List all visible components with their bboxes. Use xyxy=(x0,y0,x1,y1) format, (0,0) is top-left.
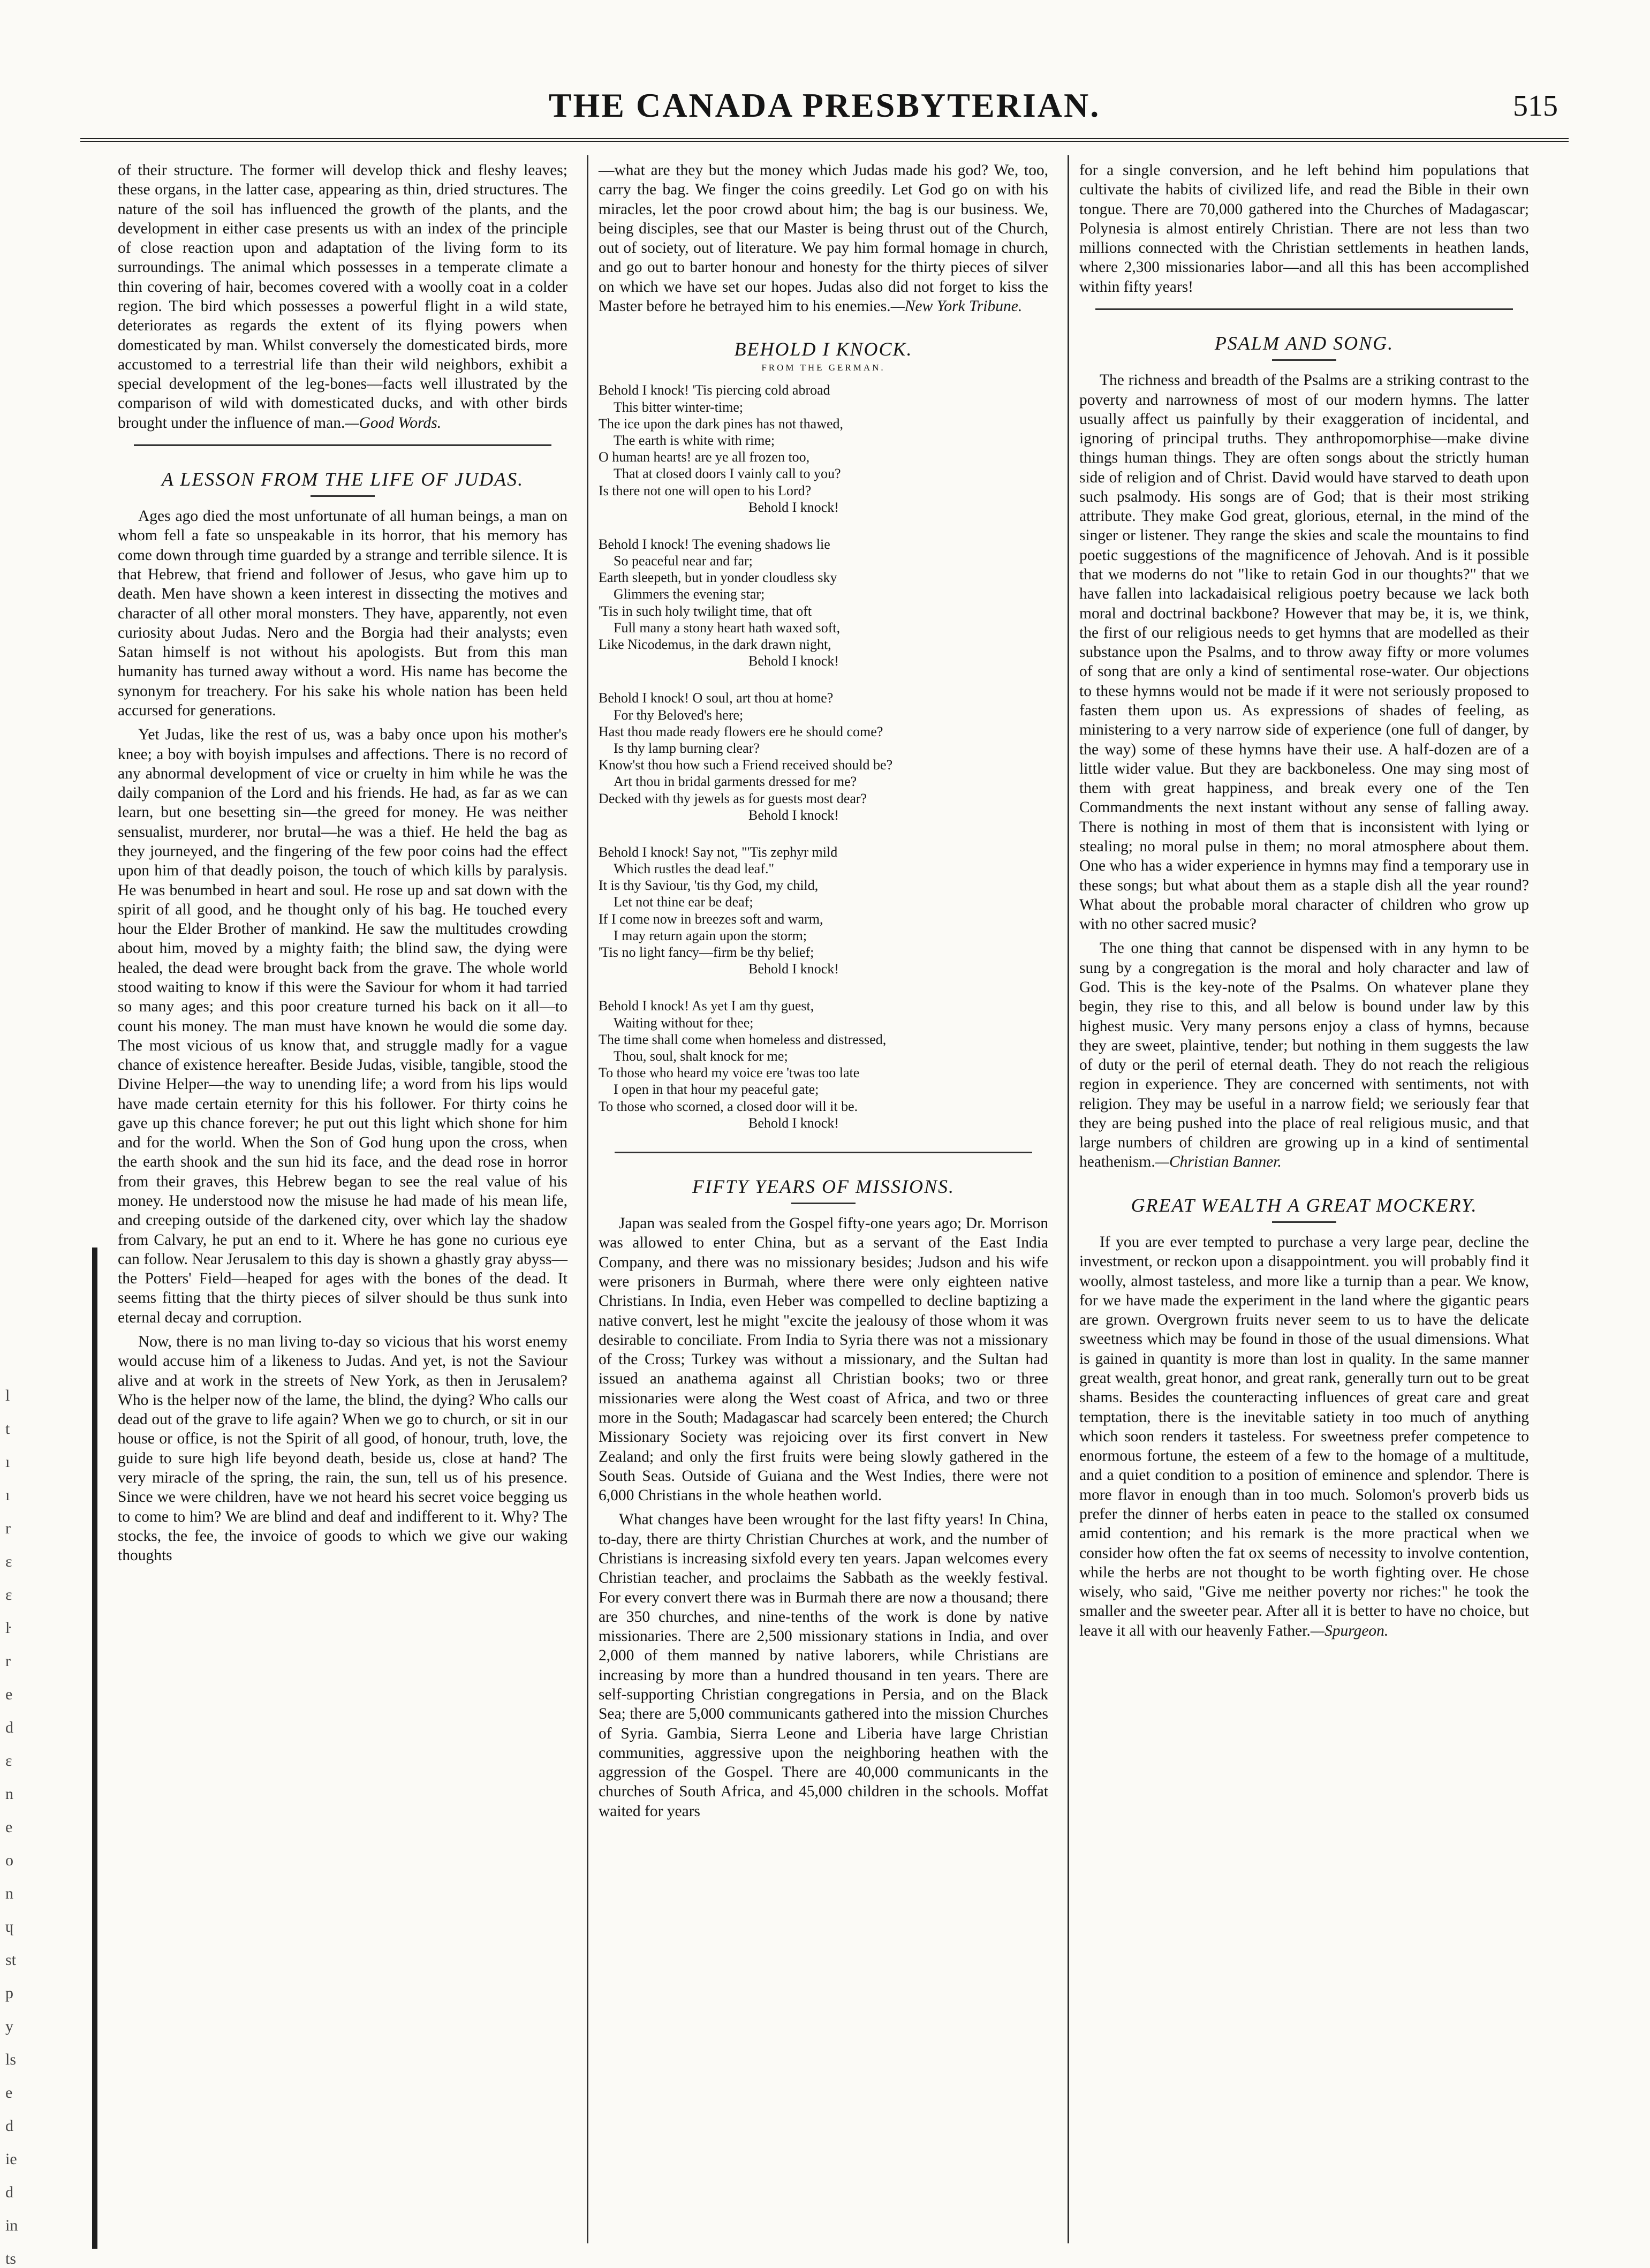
article-paragraph: Yet Judas, like the rest of us, was a baby once upon his mother's knee; a boy with boyish impulses and affections. There is no record of any abnormal development of vice or cruelty in him while he was the daily companion of the Lord and his friends. He had, as far as we can learn, but one besetting sin—the greed for money. He was neither sensualist, murderer, nor brutal—he was a thief. He held the bag as they journeyed, and the fingering of the few poor coins had the effect upon him of that deadly poison, the touch of which kills by paralysis. He was benumbed in heart and soul. He rose up and sat down with the spirit of all good, and he thought only of his bag. He touched every hour the Elder Brother of mankind. He saw the multitudes crowding about him, moved by a mighty faith; the blind saw, the dying were healed, the dead were brought back from the grave. The whole world stood waiting to know if this were the Saviour for whom it had tarried so many ages; and this poor creature turned his back on it all—to count his money. The man must have known he would die some day. The most vicious of us know that, and struggle madly for a vague chance of existence hereafter. Beside Judas, visible, tangible, stood the Divine Helper—the way to unending life; a word from his lips would have made certain eternity for this his follower. For thirty coins he gave up this chance forever; he put out this light which shone for him and for the world. When the Son of God hung upon the cross, when the earth shook and the sun hid its face, and the dead rose in horror from their graves, this Hebrew began to see the real value of his money. He understood now the misuse he had made of his mean life, and creeping outside of the darkened city, over which lay the shadow from Calvary, he put an end to it. Where he has gone no curious eye can follow. Near Jerusalem to this day is shown a ghastly gray abyss—the Potters' Field—heaped for ages with the bones of the dead. It seems fitting that the thirty pieces of silver should be thus sunk into eternal decay and corruption. xyxy=(118,726,567,1326)
poem-line: Let not thine ear be deaf; xyxy=(614,894,753,910)
poem-line: This bitter winter-time; xyxy=(614,399,744,415)
poem-line: So peaceful near and far; xyxy=(614,553,753,569)
page-header xyxy=(80,80,1569,142)
article-continuation: of their structure. The former will develop thick and fleshy leaves; these organs, in the latter case, appearing as thin, dried structures. The nature of the soil has influenced the growth of the plants, and the development in either case presents us with an index of the principle of close reaction upon and adaptation of the living form to its surroundings. The animal which possesses in a temperate climate a thin covering of hair, becomes covered with a woolly coat in a colder region. The bird which possesses a powerful flight in a wild state, deteriorates as regards the extent of its flying powers when domesticated by man. Whilst conversely the domesticated birds, more accustomed to a terrestrial life than their wild neighbors, exhibit a special development of the leg-bones—facts well illustrated by the comparison of wild with domesticated ducks, and with other birds brought under the influence of man.—Good Words. xyxy=(118,162,567,432)
poem-line: Behold I knock! xyxy=(748,499,839,515)
poem-line: Thou, soul, shalt knock for me; xyxy=(614,1048,788,1064)
margin-fragment: ŀ xyxy=(5,1619,11,1637)
poem-heading: BEHOLD I KNOCK. xyxy=(734,338,913,360)
poem-line: Is thy lamp burning clear? xyxy=(614,740,760,756)
source-credit: —New York Tribune. xyxy=(890,297,1023,315)
article-heading: GREAT WEALTH A GREAT MOCKERY. xyxy=(1131,1194,1478,1216)
poem-stanza xyxy=(599,997,1048,1131)
margin-fragment: ɛ xyxy=(5,1553,12,1570)
margin-fragment: e xyxy=(5,1685,13,1703)
heading-rule xyxy=(791,1203,856,1204)
poem-stanza xyxy=(599,382,1048,516)
source-credit: —Spurgeon. xyxy=(1310,1622,1389,1639)
poem-line: The ice upon the dark pines has not thawed, xyxy=(599,415,844,432)
poem-line: For thy Beloved's here; xyxy=(614,707,744,723)
poem-line: Know'st thou how such a Friend received should be? xyxy=(599,757,893,773)
margin-fragment: p xyxy=(5,1984,13,2002)
poem-stanza xyxy=(599,690,1048,823)
poem-line: Like Nicodemus, in the dark drawn night, xyxy=(599,637,831,653)
margin-fragment: l xyxy=(5,1387,10,1404)
poem-line: Waiting without for thee; xyxy=(614,1015,754,1031)
poem-line: Decked with thy jewels as for guests most dear? xyxy=(599,790,867,806)
margin-fragment: o xyxy=(5,1851,13,1869)
poem-line: I open in that hour my peaceful gate; xyxy=(614,1082,819,1098)
margin-fragment: n xyxy=(5,1885,13,1902)
poem-line: I may return again upon the storm; xyxy=(614,927,807,943)
margin-fragment: st xyxy=(5,1951,17,1969)
article-paragraph: Now, there is no man living to-day so vicious that his worst enemy would accuse him of a likeness to Judas. And yet, is not the Saviour alive and at work in the streets of New York, as then in Jerusalem? Who is the helper now of the lame, the blind, the dying? Who calls our dead out of the grave to life again? When we go to church, or sit in our house or office, is not the Spirit of all good, of honour, truth, love, the guide to sure high life beyond death, beside us, close at hand? The very miracle of the spring, the rain, the sun, tell us of his presence. Since we were children, have we not heard his secret voice begging us to come to him? We are blind and deaf and indifferent to it. Why? The stocks, the fee, the invoice of goods to which we give our waking thoughts xyxy=(118,1333,567,1564)
article-paragraph: What changes have been wrought for the last fifty years! In China, to-day, there are thirty Christian Churches at work, and the number of Christians is increasing sixfold every ten years. Japan welcomes every Christian teacher, and proclaims the Sabbath as the weekly festival. For every convert there was in Burmah there are now a thousand; there are 350 churches, and nine-tenths of the work is done by native missionaries. There are 2,500 missionary stations in India, and over 2,000 of them manned by native laborers, while Christians are increasing by more than a hundred thousand in ten years. There are self-supporting Christian congregations in Persia, and on the Black Sea; there are 5,000 communicants gathered into the mission Churches of Syria. Gambia, Sierra Leone and Liberia have large Christian communities, aggressive upon the neighboring heathen with the aggression of the Gospel. There are 40,000 communicants in the churches of South Africa, and 45,000 children in the schools. Moffat waited for years xyxy=(599,1511,1048,1820)
poem-stanza xyxy=(599,536,1048,670)
margin-fragment: d xyxy=(5,2117,13,2135)
margin-fragment: d xyxy=(5,1719,13,1736)
poem-line: Glimmers the evening star; xyxy=(614,586,765,602)
article-heading: FIFTY YEARS OF MISSIONS. xyxy=(692,1175,955,1197)
poem-line: It is thy Saviour, 'tis thy God, my child, xyxy=(599,878,819,894)
margin-fragment: e xyxy=(5,1818,13,1836)
margin-fragment: r xyxy=(5,1519,11,1537)
margin-fragment: n xyxy=(5,1785,13,1803)
margin-fragment: in xyxy=(5,2217,18,2234)
poem-line: Art thou in bridal garments dressed for me? xyxy=(614,774,857,790)
column-rule xyxy=(587,155,588,2243)
column-3 xyxy=(1079,161,1529,1645)
poem-line: 'Tis in such holy twilight time, that oft xyxy=(599,603,812,619)
article-heading: A LESSON FROM THE LIFE OF JUDAS. xyxy=(161,468,524,490)
article-paragraph: If you are ever tempted to purchase a very large pear, decline the investment, or reckon upon a disappointment. you will probably find it woolly, almost tasteless, and more like a turnip than a pear. We know, for we have made the experiment in the land where the gigantic pears are grown. Overgrown fruits never seem to us to have the delicate sweetness which may be found in those of the usual dimensions. What is gained in quantity is more than lost in quality. In the same manner great wealth, great honor, and great rank, generally turn out to be great shams. Besides the counteracting influences of great care and great temptation, there is the inevitable satiety in too much of anything which soon renders it tasteless. For sweetness prefer competence to enormous fortune, the esteem of a few to the homage of a multitude, and a quiet condition to a position of eminence and splendor. There is more flavor in enough than in too much. Solomon's proverb bids us prefer the dinner of herbs eaten in peace to the stalled ox consumed amid contention; and his remark is the more practical when we consider how often the fat ox seems of necessity to involve contention, while the herbs are not thought to be worth fighting over. He chose wisely, who said, "Give me neither poverty nor riches:" he took the smaller and the sweeter pear. After all it is better to have no choice, but leave it all with our heavenly Father.—Spurgeon. xyxy=(1079,1234,1529,1639)
poem-line: The time shall come when homeless and distressed, xyxy=(599,1031,887,1047)
poem-line: Hast thou made ready flowers ere he should come? xyxy=(599,723,883,739)
margin-fragment: ɥ xyxy=(5,1918,13,1936)
poem-line: That at closed doors I vainly call to you? xyxy=(614,466,841,482)
section-divider xyxy=(1095,308,1513,310)
poem xyxy=(599,382,1048,1131)
poem-line: Behold I knock! xyxy=(748,653,839,669)
section-divider xyxy=(134,444,551,446)
poem-line: Behold I knock! The evening shadows lie xyxy=(599,536,830,552)
margin-fragment: t xyxy=(5,1420,10,1438)
poem-line: Earth sleepeth, but in yonder cloudless sky xyxy=(599,570,837,586)
poem-line: Behold I knock! Say not, "'Tis zephyr mild xyxy=(599,844,838,860)
margin-fragment: d xyxy=(5,2183,13,2201)
page-number: 515 xyxy=(1513,89,1558,123)
article-paragraph: The richness and breadth of the Psalms are a striking contrast to the poverty and narrowness of most of our modern hymns. The latter usually affect us painfully by their exaggeration of incidental, and ignoring of principal truths. They anthropomorphise—make divine things human things. They are often songs about the strictly human side of religion and of Christ. David would have starved to death upon such psalmody. His songs are of God; that is their most striking attribute. They make God great, glorious, eternal, in the mind of the singer or listener. They range the skies and scale the mountains to find poetic suggestions of the magnificence of Jehovah. And is it possible that we moderns do not "like to retain God in our thoughts?" that we have fallen into lackadaisical religious poetry because we lack both moral and doctrinal backbone? However that may be, it is, we think, the first of our religious needs to get hymns that are modelled as their substance upon the Psalms, and to throw away fifty or more volumes of song that are only a kind of sentimental rose-water. Our objections to these hymns would not be made if it were not seriously proposed to fasten them upon us. As expressions of shades of feeling, as ministering to a very narrow side of experience (one full of danger, by the way) some of these hymns have their use. A half-dozen are of a little wider value. But they are backboneless. One may sing most of them with great happiness, and break every one of the Ten Commandments the next instant without any sense of falling away. There is nothing in most of them that is inconsistent with lying or stealing; no moral pulse in them; no moral atmosphere about them. One who has a wider experience in hymns may find a temporary use in these songs; but what about them as a staple dish all the year round? What about the probable moral character of children who grow up with no other sacred music? xyxy=(1079,372,1529,933)
heading-rule xyxy=(1272,1221,1336,1223)
poem-line: To those who heard my voice ere 'twas too late xyxy=(599,1065,860,1081)
poem-line: Behold I knock! 'Tis piercing cold abroad xyxy=(599,382,830,398)
heading-rule xyxy=(1272,359,1336,361)
source-credit: —Good Words. xyxy=(345,414,442,432)
margin-fragment: y xyxy=(5,2017,13,2035)
column-1 xyxy=(118,161,567,1570)
section-divider xyxy=(615,1152,1032,1153)
binding-margin-rule xyxy=(92,1248,97,2249)
margin-fragment: e xyxy=(5,2084,13,2101)
margin-fragment: ɛ xyxy=(5,1586,12,1604)
article-continuation: for a single conversion, and he left behind him populations that cultivate the habits of civilized life, and read the Bible in their own tongue. There are 70,000 gathered into the Churches of Madagascar; Polynesia is almost entirely Christian. There are not less than two millions connected with the Christian settlements in heathen lands, where 2,300 missionaries labor—and all this has been accomplished within fifty years! xyxy=(1079,162,1529,296)
poem-stanza xyxy=(599,844,1048,978)
header-rule xyxy=(80,138,1569,142)
poem-line: If I come now in breezes soft and warm, xyxy=(599,911,823,927)
poem-line: Behold I knock! O soul, art thou at home? xyxy=(599,690,834,706)
poem-line: Behold I knock! As yet I am thy guest, xyxy=(599,998,814,1014)
margin-fragment: r xyxy=(5,1652,11,1670)
margin-fragment: ɛ xyxy=(5,1752,12,1770)
source-credit: —Christian Banner. xyxy=(1155,1153,1282,1171)
article-continuation: —what are they but the money which Judas made his god? We, too, carry the bag. We finger the coins greedily. Let God go on with his miracles, let the poor crowd about him; the bag is our business. We, being disciples, see that our Master is being thrust out of the Church, out of society, out of literature. We pay him formal homage in church, and go out to barter honour and honesty for the thirty pieces of silver on which we have set our hopes. Judas also did not forget to kiss the Master before he betrayed him to his enemies.—New York Tribune. xyxy=(599,162,1048,315)
poem-line: The earth is white with rime; xyxy=(614,432,775,448)
poem-line: Which rustles the dead leaf." xyxy=(614,861,775,877)
poem-line: 'Tis no light fancy—firm be thy belief; xyxy=(599,944,814,961)
poem-line: Behold I knock! xyxy=(748,807,839,823)
poem-line: Behold I knock! xyxy=(748,1115,839,1131)
column-rule xyxy=(1068,155,1069,2243)
article-heading: PSALM AND SONG. xyxy=(1214,332,1394,354)
column-2 xyxy=(599,161,1048,1826)
poem-line: To those who scorned, a closed door will it be. xyxy=(599,1098,858,1114)
article-paragraph: Ages ago died the most unfortunate of all human beings, a man on whom fell a fate so unspeakable in its horror, that his memory has come down through time guarded by a strange and terrible silence. It is that Hebrew, that friend and follower of Jesus, who gave him up to death. Men have shown a keen interest in dissecting the motives and character of all other moral monsters. They have, apparently, not even curiosity about Judas. Nero and the Borgia had their analysts; even Satan himself is not without his apologists. But from this man humanity has turned away without a word. His name has become the synonym for treachery. For his sake his whole nation has been held accursed for generations. xyxy=(118,508,567,720)
margin-fragment: ie xyxy=(5,2150,17,2168)
poem-line: Is there not one will open to his Lord? xyxy=(599,482,812,498)
margin-fragment: ı xyxy=(5,1453,10,1471)
poem-line: Behold I knock! xyxy=(748,961,839,977)
article-paragraph: Japan was sealed from the Gospel fifty-one years ago; Dr. Morrison was allowed to enter China, but as a servant of the East India Company, and there was no missionary besides; Judson and his wife were prisoners in Burmah, where there were only eighteen native Christians. In India, even Heber was compelled to decline baptizing a native convert, lest he might "excite the jealousy of those whom it was desirable to conciliate. From India to Syria there was not a missionary of the Cross; Turkey was without a missionary, and the Sultan had issued an anathema against all Christian books; two or three missionaries were along the West coast of Africa, and two or three more in the South; Madagascar had scarcely been entered; the Church Missionary Society was rejoicing over its first convert in New Zealand; and only the first fruits were being slowly gathered in the South Seas. Outside of Guiana and the West Indies, there were not 6,000 Christians in the whole heathen world. xyxy=(599,1215,1048,1505)
margin-fragment: ı xyxy=(5,1486,10,1504)
heading-rule xyxy=(311,495,375,497)
masthead: THE CANADA PRESBYTERIAN. xyxy=(548,86,1101,124)
margin-fragment: ls xyxy=(5,2051,17,2068)
margin-fragment: ts xyxy=(5,2250,17,2267)
poem-subheading: FROM THE GERMAN. xyxy=(761,362,885,373)
poem-line: Full many a stony heart hath waxed soft, xyxy=(614,619,841,636)
article-paragraph: The one thing that cannot be dispensed with in any hymn to be sung by a congregation is the moral and holy character and law of God. This is the key-note of the Psalms. On whatever plane they begin, they rise to this, and all below is bound under law by this highest music. Very many persons enjoy a class of hymns, because they are sweet, plaintive, tender; but nothing in them suggests the law of duty or the peril of eternal death. They do not reach the religious region in experience. They are concerned with sentiments, not with religion. They may be useful in a narrow field; we seriously fear that they are being pushed into the place of real religious music, and that large numbers of children are growing up in a kind of sentimental heathenism.—Christian Banner. xyxy=(1079,940,1529,1171)
poem-line: O human hearts! are ye all frozen too, xyxy=(599,449,810,465)
